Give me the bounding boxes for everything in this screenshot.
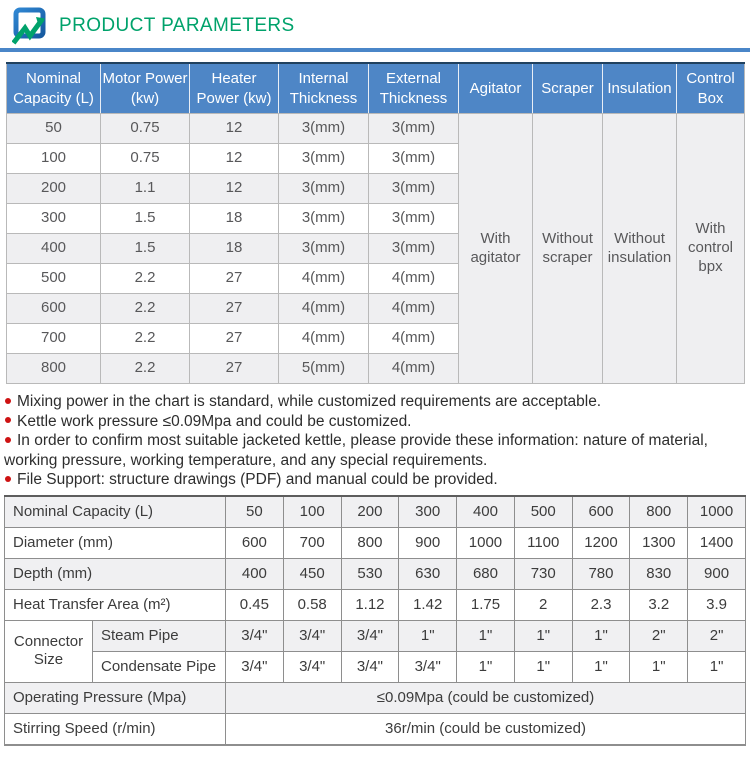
- merged-cell: With control bpx: [677, 114, 745, 384]
- size-table: [4, 495, 746, 746]
- cell: 3(mm): [369, 144, 459, 174]
- cell: 730: [514, 558, 572, 589]
- cell: 2.2: [101, 264, 190, 294]
- table-row: [5, 682, 746, 713]
- cell: 1": [457, 620, 515, 651]
- cell: 1.75: [457, 589, 515, 620]
- cell: 200: [7, 174, 101, 204]
- cell: 0.75: [101, 144, 190, 174]
- cell: 1300: [630, 527, 688, 558]
- cell: 2: [514, 589, 572, 620]
- note-item: [4, 412, 746, 432]
- column-header: Heater Power (kw): [190, 63, 279, 114]
- note-item: [4, 431, 746, 470]
- cell: 4(mm): [369, 324, 459, 354]
- cell: 1.5: [101, 204, 190, 234]
- spec-table-head-row: [7, 63, 745, 114]
- cell: 1.1: [101, 174, 190, 204]
- row-label: Diameter (mm): [5, 527, 226, 558]
- cell: 1000: [688, 496, 746, 528]
- cell: 4(mm): [279, 264, 369, 294]
- note-text: Kettle work pressure ≤0.09Mpa and could be customized.: [17, 412, 412, 430]
- header-divider: [0, 48, 750, 52]
- cell: 900: [399, 527, 457, 558]
- cell: 2.2: [101, 354, 190, 384]
- cell: 4(mm): [369, 354, 459, 384]
- cell: 1.5: [101, 234, 190, 264]
- cell: 4(mm): [369, 294, 459, 324]
- cell: 3/4": [283, 620, 341, 651]
- cell: 3(mm): [279, 204, 369, 234]
- column-header: Scraper: [533, 63, 603, 114]
- bullet-icon: [5, 476, 11, 482]
- merged-cell: Without insulation: [603, 114, 677, 384]
- cell: 2.2: [101, 294, 190, 324]
- cell: 27: [190, 264, 279, 294]
- cell: 100: [7, 144, 101, 174]
- cell: 1.42: [399, 589, 457, 620]
- table-row: [5, 620, 746, 651]
- cell: 12: [190, 144, 279, 174]
- merged-cell: With agitator: [459, 114, 533, 384]
- table-row: [5, 589, 746, 620]
- table-row: [5, 527, 746, 558]
- column-header: Agitator: [459, 63, 533, 114]
- cell: 27: [190, 324, 279, 354]
- cell: 4(mm): [279, 324, 369, 354]
- cell: 1100: [514, 527, 572, 558]
- cell: 400: [457, 496, 515, 528]
- cell: 3(mm): [369, 234, 459, 264]
- cell: 3.2: [630, 589, 688, 620]
- spec-table-body: [7, 114, 745, 384]
- note-text: In order to confirm most suitable jacketed kettle, please provide these information: nature of material, working pressure, working temperature, and any special requirements.: [4, 432, 708, 469]
- cell: 1": [572, 620, 630, 651]
- cell: 1": [688, 651, 746, 682]
- cell: 800: [7, 354, 101, 384]
- cell: 0.75: [101, 114, 190, 144]
- row-label: Nominal Capacity (L): [5, 496, 226, 528]
- column-header: Motor Power (kw): [101, 63, 190, 114]
- cell: 5(mm): [279, 354, 369, 384]
- column-header: Internal Thickness: [279, 63, 369, 114]
- cell: 1000: [457, 527, 515, 558]
- page-header: [0, 0, 750, 46]
- cell: 830: [630, 558, 688, 589]
- cell: 780: [572, 558, 630, 589]
- cell: 1": [630, 651, 688, 682]
- cell: 2": [688, 620, 746, 651]
- row-label: Heat Transfer Area (m²): [5, 589, 226, 620]
- cell: 400: [226, 558, 284, 589]
- cell: 300: [399, 496, 457, 528]
- note-text: File Support: structure drawings (PDF) and manual could be provided.: [17, 471, 498, 488]
- cell: 3(mm): [369, 204, 459, 234]
- cell: 1": [572, 651, 630, 682]
- cell: 530: [341, 558, 399, 589]
- row-sublabel: Condensate Pipe: [93, 651, 226, 682]
- cell: 3(mm): [279, 234, 369, 264]
- cell: 4(mm): [369, 264, 459, 294]
- cell: 18: [190, 204, 279, 234]
- cell: 1400: [688, 527, 746, 558]
- cell: 400: [7, 234, 101, 264]
- bullet-icon: [5, 417, 11, 423]
- cell: 1": [514, 620, 572, 651]
- cell: 3/4": [341, 651, 399, 682]
- cell: 1": [514, 651, 572, 682]
- cell: 3(mm): [279, 114, 369, 144]
- merged-value: ≤0.09Mpa (could be customized): [226, 682, 746, 713]
- cell: 12: [190, 114, 279, 144]
- cell: 3(mm): [279, 144, 369, 174]
- row-label: Depth (mm): [5, 558, 226, 589]
- cell: 3(mm): [369, 114, 459, 144]
- cell: 800: [341, 527, 399, 558]
- note-text: Mixing power in the chart is standard, while customized requirements are acceptable.: [17, 393, 602, 410]
- cell: 900: [688, 558, 746, 589]
- product-spec-table: [6, 62, 745, 384]
- cell: 1.12: [341, 589, 399, 620]
- merged-value: 36r/min (could be customized): [226, 713, 746, 745]
- column-header: External Thickness: [369, 63, 459, 114]
- row-label: Operating Pressure (Mpa): [5, 682, 226, 713]
- table-row: [5, 558, 746, 589]
- cell: 700: [283, 527, 341, 558]
- bullet-icon: [5, 437, 11, 443]
- note-item: [4, 392, 746, 412]
- row-label: Stirring Speed (r/min): [5, 713, 226, 745]
- cell: 1": [457, 651, 515, 682]
- row-sublabel: Steam Pipe: [93, 620, 226, 651]
- cell: 50: [226, 496, 284, 528]
- cell: 500: [7, 264, 101, 294]
- cell: 3.9: [688, 589, 746, 620]
- cell: 18: [190, 234, 279, 264]
- cell: 0.45: [226, 589, 284, 620]
- cell: 4(mm): [279, 294, 369, 324]
- cell: 2": [630, 620, 688, 651]
- notes-list: [4, 392, 746, 490]
- cell: 300: [7, 204, 101, 234]
- cell: 50: [7, 114, 101, 144]
- cell: 3(mm): [369, 174, 459, 204]
- cell: 600: [7, 294, 101, 324]
- cell: 2.3: [572, 589, 630, 620]
- table-row: [5, 651, 746, 682]
- page-title: PRODUCT PARAMETERS: [59, 14, 295, 36]
- merged-cell: Without scraper: [533, 114, 603, 384]
- cell: 3/4": [341, 620, 399, 651]
- column-header: Insulation: [603, 63, 677, 114]
- size-table-body: [5, 496, 746, 745]
- note-item: [4, 470, 746, 490]
- cell: 100: [283, 496, 341, 528]
- cell: 680: [457, 558, 515, 589]
- cell: 450: [283, 558, 341, 589]
- table-row: [7, 114, 745, 144]
- cell: 800: [630, 496, 688, 528]
- cell: 2.2: [101, 324, 190, 354]
- table-row: [5, 713, 746, 745]
- cell: 600: [226, 527, 284, 558]
- table-row: [5, 496, 746, 528]
- column-header: Control Box: [677, 63, 745, 114]
- cell: 3/4": [226, 651, 284, 682]
- cell: 12: [190, 174, 279, 204]
- cell: 3/4": [283, 651, 341, 682]
- cell: 700: [7, 324, 101, 354]
- cell: 0.58: [283, 589, 341, 620]
- cell: 3/4": [226, 620, 284, 651]
- cell: 630: [399, 558, 457, 589]
- cell: 500: [514, 496, 572, 528]
- cell: 1": [399, 620, 457, 651]
- bullet-icon: [5, 398, 11, 404]
- cell: 27: [190, 354, 279, 384]
- column-header: Nominal Capacity (L): [7, 63, 101, 114]
- cell: 200: [341, 496, 399, 528]
- brand-logo-icon: [12, 6, 49, 46]
- cell: 1200: [572, 527, 630, 558]
- cell: 3/4": [399, 651, 457, 682]
- row-label: Connector Size: [5, 620, 93, 682]
- cell: 27: [190, 294, 279, 324]
- cell: 600: [572, 496, 630, 528]
- cell: 3(mm): [279, 174, 369, 204]
